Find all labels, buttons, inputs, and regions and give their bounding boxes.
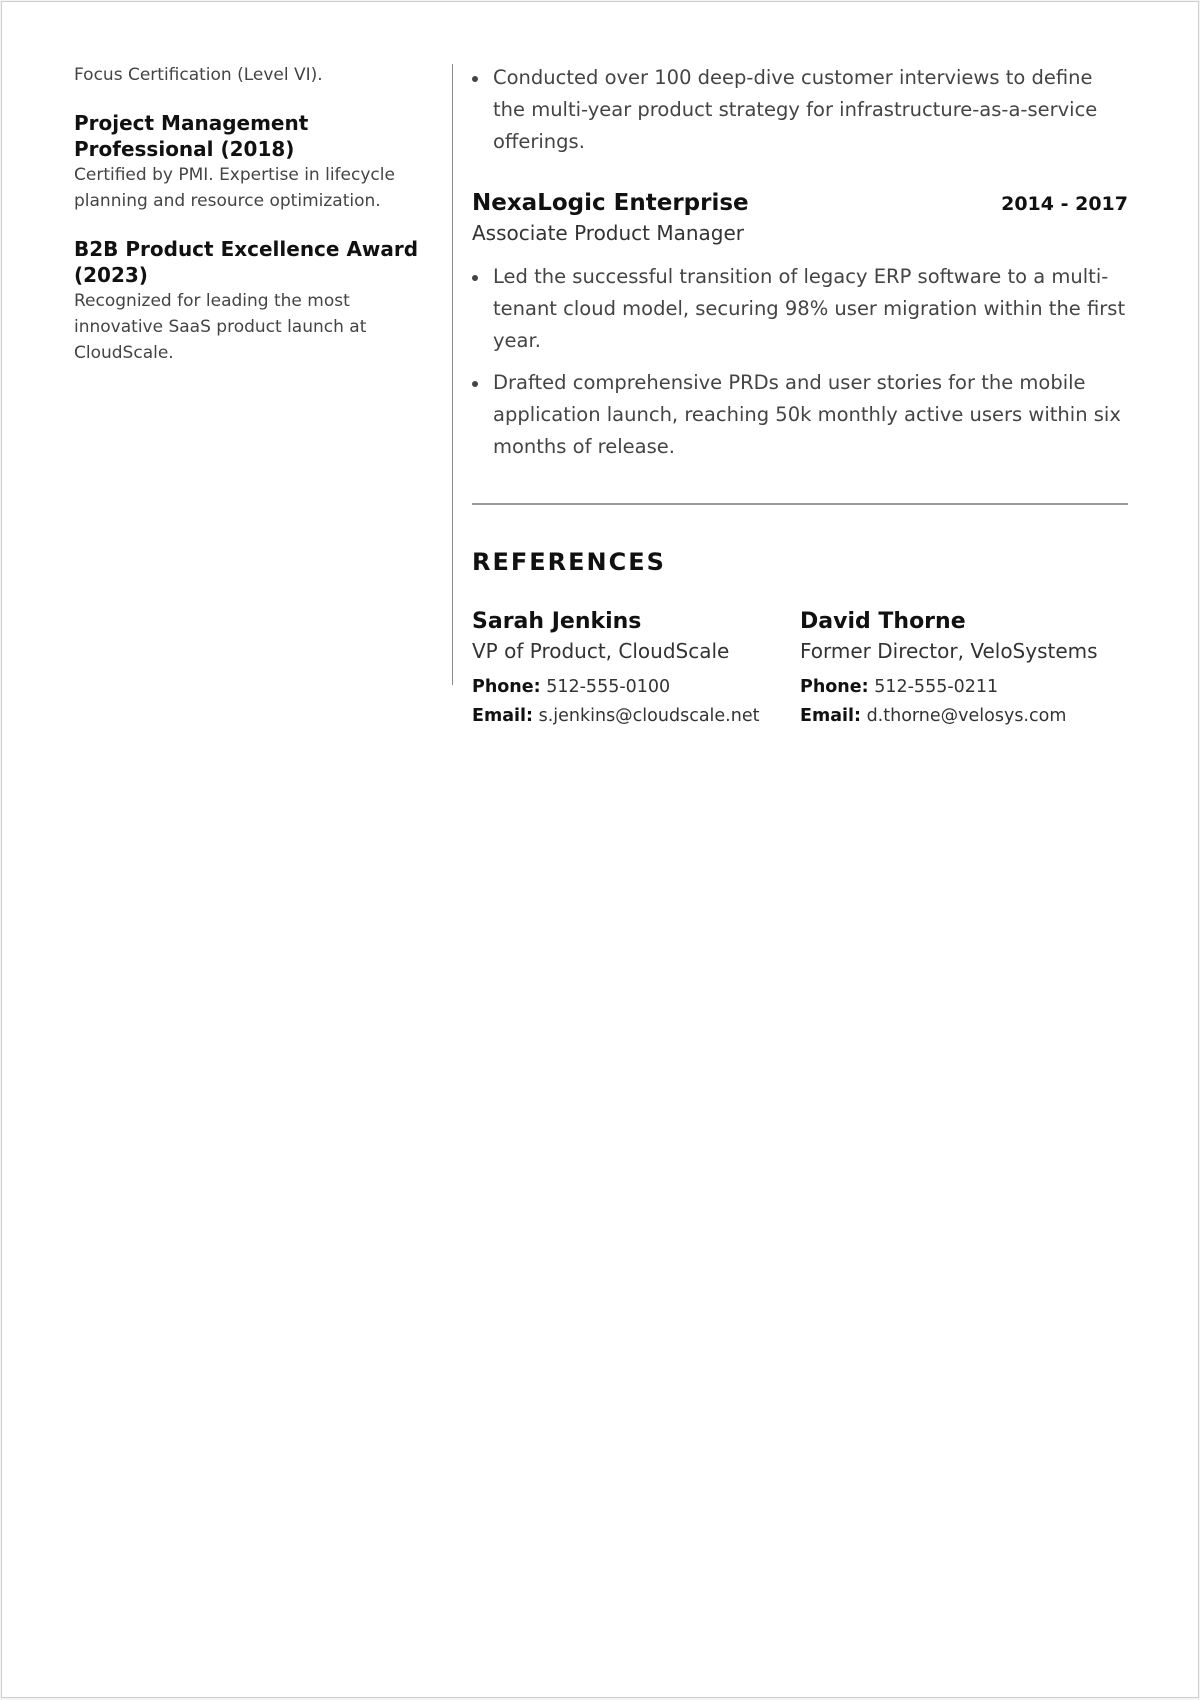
email-label: Email: [800,706,861,726]
award-item [74,110,424,214]
reference-phone [472,673,800,702]
job-company: NexaLogic Enterprise [472,190,749,216]
reference-card [472,607,800,731]
column-divider [452,64,453,685]
email-label: Email: [472,706,533,726]
award-title: Project Management Professional (2018) [74,111,309,161]
job-dates: 2014 - 2017 [1001,193,1128,215]
job-bullet: Led the successful transition of legacy ERP software to a multi-tenant cloud model, securing 98% user migration within the first year. [472,261,1128,357]
references-heading: REFERENCES [472,548,666,576]
job-header [472,188,1128,219]
references-list [472,607,1128,731]
experience-bullet: Conducted over 100 deep-dive customer interviews to define the multi-year product strategy for infrastructure-as-a-service offerings. [472,62,1128,158]
reference-email [800,702,1128,731]
reference-name: Sarah Jenkins [472,609,642,634]
phone-label: Phone: [472,677,541,697]
award-item [74,236,424,366]
awards-column [74,62,424,388]
email-value: d.thorne@velosys.com [866,706,1067,726]
reference-role: VP of Product, CloudScale [472,639,730,663]
award-carry-over-text: Focus Certification (Level VI). [74,65,323,85]
job-bullet-list [472,261,1128,463]
award-description: Recognized for leading the most innovative SaaS product launch at CloudScale. [74,291,367,363]
email-value: s.jenkins@cloudscale.net [538,706,760,726]
job-title: Associate Product Manager [472,221,745,245]
experience-bullet-list [472,62,1128,158]
phone-label: Phone: [800,677,869,697]
section-divider [472,503,1128,505]
resume-page [1,1,1199,1698]
reference-email [472,702,800,731]
job-bullet: Drafted comprehensive PRDs and user stories for the mobile application launch, reaching 50k monthly active users within six months of release. [472,367,1128,463]
reference-phone [800,673,1128,702]
main-column [472,62,1128,731]
phone-value: 512-555-0100 [546,677,671,697]
reference-card [800,607,1128,731]
job-entry [472,188,1128,463]
phone-value: 512-555-0211 [874,677,999,697]
award-title: B2B Product Excellence Award (2023) [74,237,419,287]
reference-name: David Thorne [800,609,966,634]
award-description: Certified by PMI. Expertise in lifecycle planning and resource optimization. [74,165,395,211]
reference-role: Former Director, VeloSystems [800,639,1098,663]
